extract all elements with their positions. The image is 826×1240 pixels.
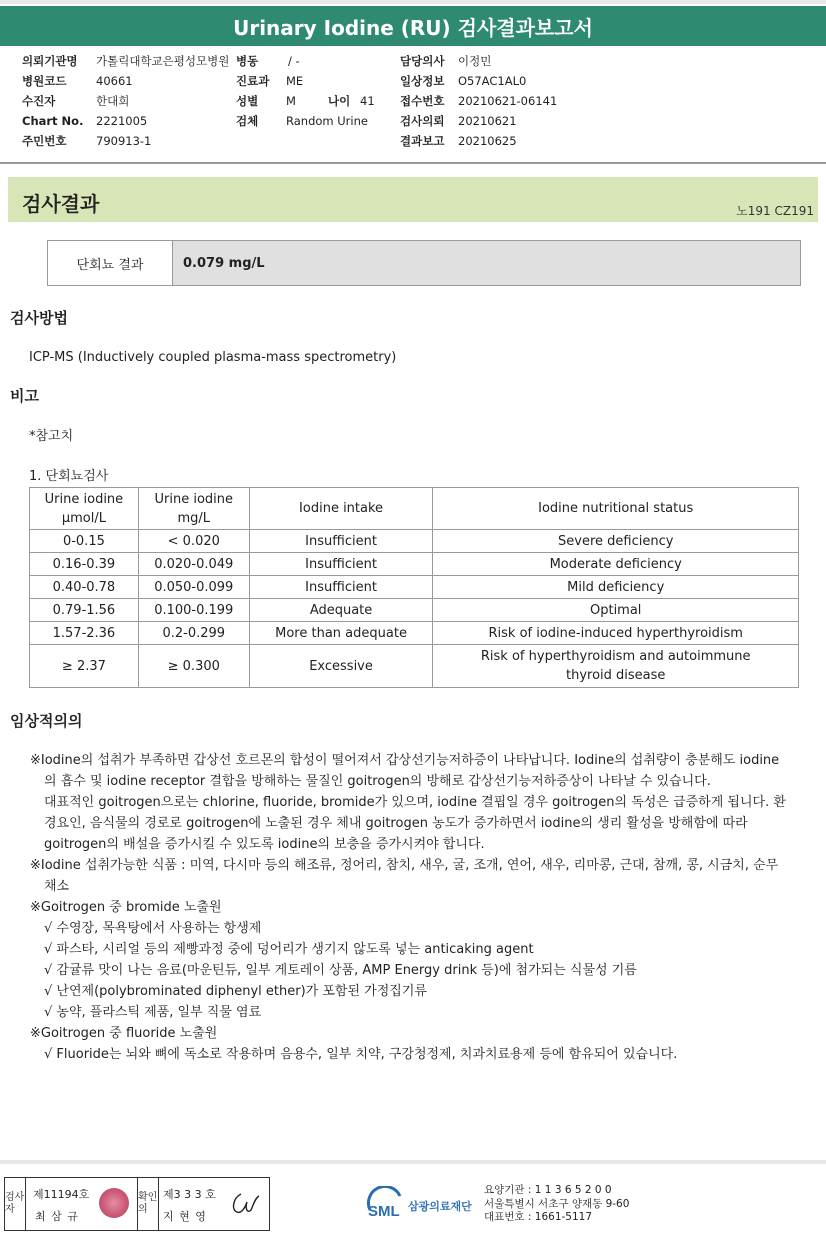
- info-label: 검체: [236, 114, 259, 128]
- table-row: [30, 530, 799, 553]
- remarks-heading: 비고: [10, 387, 39, 405]
- result-band: [8, 177, 818, 222]
- table-cell: Optimal: [433, 599, 799, 622]
- info-value: M: [286, 94, 296, 108]
- table-cell: 0.79-1.56: [30, 599, 139, 622]
- list-item: √ 농약, 플라스틱 제품, 일부 직물 염료: [44, 1005, 262, 1020]
- info-value: O57AC1AL0: [458, 74, 527, 88]
- info-label: 나이: [328, 94, 351, 108]
- info-label: 검사의뢰: [400, 114, 445, 128]
- info-value: 41: [360, 94, 375, 108]
- info-value: 790913-1: [96, 134, 152, 148]
- inspector-name: 최 삼 규: [35, 1210, 79, 1223]
- result-value: 0.079 mg/L: [183, 255, 265, 271]
- info-label: 병원코드: [22, 74, 67, 88]
- info-value: 20210621-06141: [458, 94, 558, 108]
- info-value: Random Urine: [286, 114, 368, 128]
- info-value: 20210625: [458, 134, 517, 148]
- table-cell: Risk of iodine-induced hyperthyroidism: [433, 622, 799, 645]
- method-text: ICP-MS (Inductively coupled plasma-mass spectrometry): [29, 350, 397, 365]
- clinical-heading: 임상적의의: [10, 712, 83, 730]
- table-header: [30, 488, 139, 530]
- info-value: 한대희: [96, 94, 130, 108]
- list-item: √ 감귤류 맛이 나는 음료(마운틴듀, 일부 게토레이 상품, AMP Energy drink 등)에 첨가되는 식물성 기름: [44, 963, 637, 978]
- table-cell: 0.100-0.199: [138, 599, 249, 622]
- info-value: 20210621: [458, 114, 517, 128]
- info-value: 이정민: [458, 54, 492, 68]
- clinical-text: [30, 750, 790, 1065]
- report-title: Urinary Iodine (RU) 검사결과보고서: [0, 6, 826, 46]
- info-value: ME: [286, 74, 304, 88]
- table-row: [30, 622, 799, 645]
- table-title: 1. 단회뇨검사: [29, 469, 109, 484]
- info-value: / -: [288, 54, 300, 68]
- list-item: √ Fluoride는 뇌와 뼈에 독소로 작용하며 음용수, 일부 치약, 구강청정제, 치과치료용제 등에 함유되어 있습니다.: [44, 1047, 678, 1062]
- logo-text: SML: [368, 1203, 400, 1220]
- clinical-paragraph: ※Iodine의 섭취가 부족하면 갑상선 호르몬의 합성이 떨어져서 갑상선기능저하증이 나타납니다. Iodine의 섭취량이 충분해도 iodine의 흡수 및 iodine receptor 결합을 방해하는 물질인 goitrogen의 방해로 갑상선기능저하증상이 나타날 수 있습니다.: [30, 753, 780, 789]
- info-label: 담당의사: [400, 54, 445, 68]
- table-cell: 0.40-0.78: [30, 576, 139, 599]
- table-row: [30, 553, 799, 576]
- table-cell: Risk of hyperthyroidism and autoimmune thyroid disease: [433, 645, 799, 688]
- clinical-paragraph: 대표적인 goitrogen으로는 chlorine, fluoride, bromide가 있으며, iodine 결핍일 경우 goitrogen의 독성은 급증하게 됩니다. 환경요인, 음식물의 경로로 goitrogen에 노출된 경우 체내 goitrogen 농도가 증가하면서 iodine의 생리 활성을 방해함에 따라 goitrogen의 배설을 증가시킬 수 있도록 iodine의 보충을 증가시켜야 합니다.: [44, 795, 786, 852]
- table-cell: Insufficient: [249, 530, 433, 553]
- footer-border: [0, 1160, 826, 1164]
- info-label: 의뢰기관명: [22, 54, 78, 68]
- table-cell: More than adequate: [249, 622, 433, 645]
- table-cell: 1.57-2.36: [30, 622, 139, 645]
- table-cell: Excessive: [249, 645, 433, 688]
- info-label: 병동: [236, 54, 259, 68]
- address-line: 대표번호 : 1661-5117: [484, 1211, 593, 1223]
- reference-label: *참고치: [29, 429, 74, 444]
- table-header: [138, 488, 249, 530]
- table-header: Iodine intake: [249, 488, 433, 530]
- clinical-paragraph: ※Goitrogen 중 bromide 노출원: [30, 900, 222, 915]
- confirm-label: 확인의: [137, 1178, 159, 1230]
- info-value: 가톨릭대학교은평성모병원: [96, 54, 230, 68]
- table-cell: < 0.020: [138, 530, 249, 553]
- table-cell: ≥ 2.37: [30, 645, 139, 688]
- table-cell: Insufficient: [249, 576, 433, 599]
- info-value: 40661: [96, 74, 133, 88]
- table-cell: Severe deficiency: [433, 530, 799, 553]
- header-text: Urine iodine: [154, 491, 234, 507]
- org-name: 삼광의료재단: [408, 1200, 472, 1213]
- table-cell: 0.020-0.049: [138, 553, 249, 576]
- table-cell: 0.16-0.39: [30, 553, 139, 576]
- inspector-label: 검사자: [5, 1178, 26, 1230]
- list-item: √ 수영장, 목욕탕에서 사용하는 항생제: [44, 921, 262, 936]
- info-label: 일상정보: [400, 74, 445, 88]
- sml-logo-icon: [366, 1186, 406, 1224]
- confirm-name: 지 현 영: [163, 1210, 207, 1223]
- table-cell: 0.2-0.299: [138, 622, 249, 645]
- inspector-number: 제11194호: [33, 1188, 90, 1201]
- info-value: 2221005: [96, 114, 148, 128]
- table-cell: 0-0.15: [30, 530, 139, 553]
- table-cell: ≥ 0.300: [138, 645, 249, 688]
- clinical-paragraph: ※Iodine 섭취가능한 식품 : 미역, 다시마 등의 해조류, 정어리, 참치, 새우, 굴, 조개, 연어, 새우, 리마콩, 근대, 참깨, 콩, 시금치, 순무채소: [30, 858, 779, 894]
- sml-logo: [366, 1186, 472, 1228]
- result-label: 단회뇨 결과: [48, 241, 173, 285]
- info-label: 진료과: [236, 74, 270, 88]
- reference-table: [29, 487, 799, 688]
- result-code: 노191 CZ191: [736, 204, 814, 218]
- confirm-number: 제3 3 3 호: [163, 1188, 216, 1201]
- info-label: 결과보고: [400, 134, 445, 148]
- table-row: [30, 599, 799, 622]
- info-label: 접수번호: [400, 94, 445, 108]
- result-box: [47, 240, 801, 286]
- table-cell: 0.050-0.099: [138, 576, 249, 599]
- address-line: 서울특별시 서초구 양재동 9-60: [484, 1197, 630, 1210]
- table-row: [30, 576, 799, 599]
- info-label: 주민번호: [22, 134, 67, 148]
- table-cell: Insufficient: [249, 553, 433, 576]
- info-label: 수진자: [22, 94, 56, 108]
- table-header: Iodine nutritional status: [433, 488, 799, 530]
- table-cell: Mild deficiency: [433, 576, 799, 599]
- table-cell: Adequate: [249, 599, 433, 622]
- signature-box: [4, 1177, 270, 1231]
- table-row: [30, 645, 799, 688]
- address-line: 요양기관 : 1 1 3 6 5 2 0 0: [484, 1184, 612, 1196]
- header-text: Urine iodine: [44, 491, 124, 507]
- info-label: 성별: [236, 94, 259, 108]
- table-cell: Moderate deficiency: [433, 553, 799, 576]
- clinical-paragraph: ※Goitrogen 중 fluoride 노출원: [30, 1026, 218, 1041]
- info-label: Chart No.: [22, 114, 84, 128]
- list-item: √ 난연제(polybrominated diphenyl ether)가 포함된 가정집기류: [44, 984, 427, 999]
- top-border: [0, 0, 826, 4]
- table-header-row: [30, 488, 799, 530]
- org-address: [484, 1184, 629, 1225]
- patient-info: [0, 52, 826, 152]
- signature-icon: [227, 1188, 263, 1220]
- seal-stamp-icon: [99, 1188, 129, 1218]
- header-unit: μmol/L: [61, 510, 106, 526]
- method-heading: 검사방법: [10, 309, 68, 327]
- header-unit: mg/L: [177, 510, 211, 526]
- list-item: √ 파스타, 시리얼 등의 제빵과정 중에 덩어리가 생기지 않도록 넣는 anticaking agent: [44, 942, 534, 957]
- result-heading: 검사결과: [22, 192, 100, 216]
- divider: [0, 162, 826, 164]
